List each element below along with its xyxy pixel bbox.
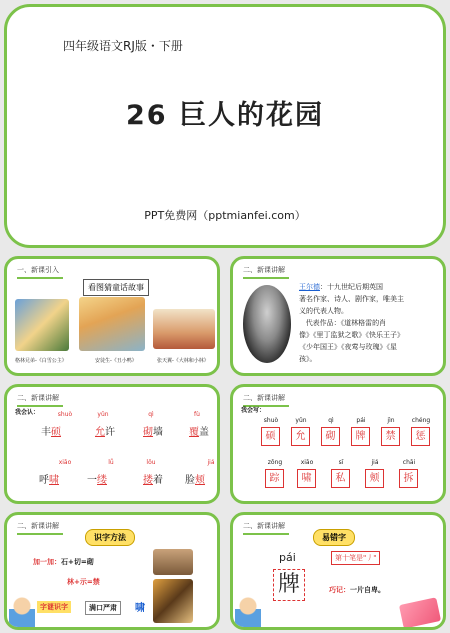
- char-grid: 惩: [411, 427, 430, 446]
- char-grid: 私: [331, 469, 350, 488]
- error-note: 第十笔是"丿": [331, 551, 380, 565]
- author-line: 著名作家、诗人、剧作家，唯美主: [299, 295, 404, 303]
- wilde-portrait: [243, 285, 291, 363]
- char-red: 搂: [143, 475, 153, 486]
- pinyin: yǔn: [97, 411, 109, 418]
- caption-1: 格林兄弟-《白雪公主》: [15, 358, 67, 364]
- char-red: 覆: [189, 427, 199, 438]
- caption-3: 张天翼-《大林和小林》: [157, 358, 209, 364]
- ugly-duckling-image: [79, 297, 145, 351]
- char: 墙: [153, 427, 163, 438]
- error-char: 牌: [273, 569, 305, 601]
- error-pinyin: pái: [279, 551, 296, 564]
- slide-author[interactable]: [230, 256, 446, 376]
- caption-2: 安徒生-《丑小鸭》: [95, 358, 137, 364]
- author-line: 代表作品：《道林格雷的肖: [305, 319, 387, 327]
- tiger-image: [153, 579, 193, 623]
- author-name: 王尔德: [299, 283, 320, 291]
- slide-tag: 一、新课引入: [17, 265, 63, 279]
- pinyin: jiá: [207, 459, 215, 466]
- char-grid: 啸: [297, 469, 316, 488]
- char-red: 硕: [51, 427, 61, 438]
- char-grid: 砌: [321, 427, 340, 446]
- char: 盖: [199, 427, 209, 438]
- author-line: 像》《里丁监狱之歌》《快乐王子》: [299, 331, 404, 339]
- pinyin: fù: [194, 411, 200, 418]
- error-banner: 易错字: [313, 529, 355, 546]
- write-heading: 我会写：: [241, 407, 266, 414]
- char-grid: 拆: [399, 469, 418, 488]
- pinyin: shuò: [263, 417, 279, 424]
- pinyin: jìn: [387, 417, 395, 424]
- author-line: 义的代表人物。: [299, 307, 348, 315]
- slide-tag: 二、新课讲解: [243, 393, 289, 407]
- pinyin: jiá: [371, 459, 379, 466]
- pinyin: chāi: [402, 459, 416, 466]
- pinyin: sī: [338, 459, 344, 466]
- slide-tag: 二、新课讲解: [243, 265, 289, 279]
- char-red: 缕: [97, 475, 107, 486]
- char: 丰: [41, 427, 51, 438]
- pinyin: xiāo: [58, 459, 72, 466]
- char-red: 啸: [49, 475, 59, 486]
- char-grid: 硕: [261, 427, 280, 446]
- cover-title: 26 巨人的花园: [126, 100, 324, 131]
- slide-error-char[interactable]: [230, 512, 446, 630]
- slide-write[interactable]: [230, 384, 446, 504]
- pinyin: yǔn: [295, 417, 307, 424]
- slide-recognize[interactable]: [4, 384, 220, 504]
- riddle-label: 字谜识字: [37, 601, 71, 613]
- tip-key: 巧记：: [329, 586, 350, 594]
- slide-tag: 二、新课讲解: [243, 521, 289, 535]
- slide-methods[interactable]: [4, 512, 220, 630]
- pinyin: qì: [148, 411, 154, 418]
- add-method-key: 加一加：: [33, 558, 61, 566]
- char-grid: 牌: [351, 427, 370, 446]
- pinyin: lǒu: [146, 459, 156, 466]
- pinyin: qì: [328, 417, 334, 424]
- tip-text: 一片自卑。: [350, 586, 385, 594]
- riddle-text: 满口严肃: [85, 601, 121, 615]
- pinyin: xiāo: [300, 459, 314, 466]
- char: 脸: [185, 475, 195, 486]
- author-line: 孩》。: [299, 355, 317, 363]
- char-red: 砌: [143, 427, 153, 438]
- pinyin: shuò: [57, 411, 73, 418]
- add-method-eq: 石+切=砌: [61, 558, 94, 566]
- char: 着: [153, 475, 163, 486]
- methods-banner: 识字方法: [85, 529, 135, 546]
- wall-image: [153, 549, 193, 575]
- pinyin: pái: [356, 417, 366, 424]
- author-line: ：十九世纪后期英国: [320, 283, 383, 291]
- slide-intro[interactable]: [4, 256, 220, 376]
- char: 许: [105, 427, 115, 438]
- char-red: 颊: [195, 475, 205, 486]
- riddle-answer: 啸: [135, 603, 145, 614]
- cover-site: PPT免费网（pptmianfei.com）: [144, 209, 306, 222]
- add-method-eq2: 林+示=禁: [67, 578, 100, 586]
- char-red: 允: [95, 427, 105, 438]
- author-line: 《少年国王》《夜莺与玫瑰》《星: [299, 343, 397, 351]
- char: 呼: [39, 475, 49, 486]
- char-grid: 踪: [265, 469, 284, 488]
- char-grid: 颊: [365, 469, 384, 488]
- kid-icon: [235, 597, 261, 627]
- dalin-xiaolin-image: [153, 309, 215, 349]
- cover-slide[interactable]: [4, 4, 446, 248]
- pinyin: lǚ: [108, 459, 114, 466]
- snow-white-image: [15, 299, 69, 351]
- slide-tag: 二、新课讲解: [17, 393, 63, 407]
- cards-image: [399, 597, 441, 628]
- pinyin: zōng: [267, 459, 283, 466]
- char-grid: 允: [291, 427, 310, 446]
- char: 一: [87, 475, 97, 486]
- kid-icon: [9, 597, 35, 627]
- guess-story-label: 看图猜童话故事: [83, 279, 149, 296]
- slide-tag: 二、新课讲解: [17, 521, 63, 535]
- cover-subtitle: 四年级语文RJ版・下册: [63, 39, 183, 53]
- recognize-heading: 我会认：: [15, 409, 40, 416]
- char-grid: 禁: [381, 427, 400, 446]
- pinyin: chéng: [411, 417, 431, 424]
